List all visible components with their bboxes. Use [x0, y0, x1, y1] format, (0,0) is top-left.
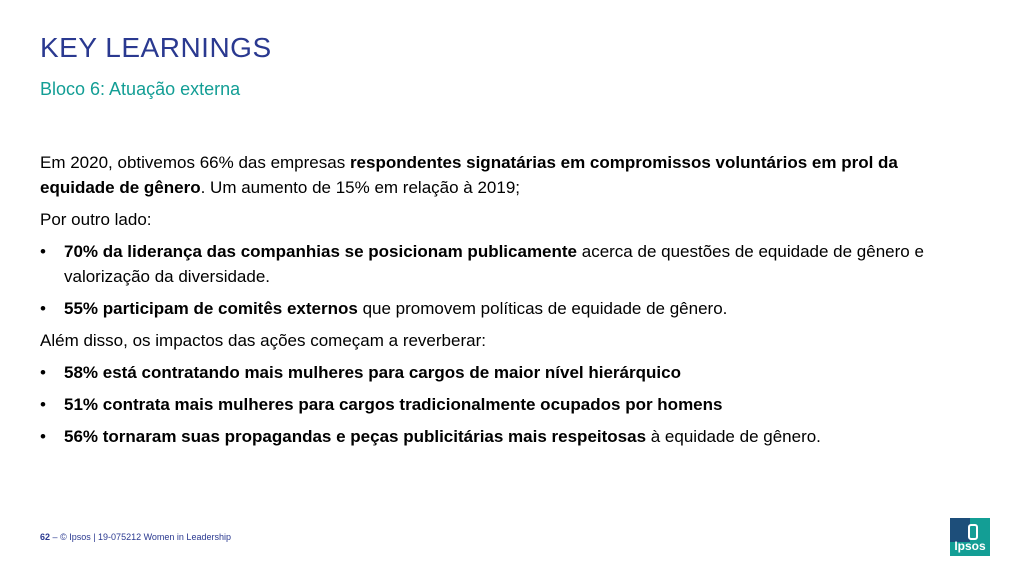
bullet-text: à equidade de gênero.	[646, 427, 821, 446]
bullet-icon: •	[40, 363, 46, 382]
footer	[40, 532, 231, 542]
content-body	[40, 150, 970, 449]
page-number: 62	[40, 532, 51, 542]
page-title: KEY LEARNINGS	[40, 32, 272, 63]
bullet-bold: 55% participam de comitês externos	[64, 299, 358, 318]
logo-text: Ipsos	[954, 539, 986, 553]
page-subtitle: Bloco 6: Atuação externa	[40, 79, 241, 99]
list-item	[40, 392, 970, 417]
bullet-bold: 51% contrata mais mulheres para cargos tradicionalmente ocupados por homens	[64, 395, 723, 414]
ipsos-logo	[950, 518, 990, 556]
bullet-icon: •	[40, 427, 46, 446]
intro-text-a: Em 2020, obtivemos 66% das empresas	[40, 153, 350, 172]
bullet-bold: 70% da liderança das companhias se posicionam publicamente	[64, 242, 578, 261]
bullet-icon: •	[40, 242, 46, 261]
bullet-bold: 58% está contratando mais mulheres para cargos de maior nível hierárquico	[64, 363, 681, 382]
bullet-icon: •	[40, 299, 46, 318]
bullet-icon: •	[40, 395, 46, 414]
list-item	[40, 360, 970, 385]
footer-separator: –	[52, 532, 58, 542]
transition-text-2: Além disso, os impactos das ações começam a reverberar:	[40, 331, 486, 350]
bullet-text: acerca de questões de equidade de gênero e valorização da diversidade.	[64, 242, 924, 286]
list-item	[40, 239, 970, 289]
footer-text: © Ipsos | 19-075212 Women in Leadership	[60, 532, 231, 542]
list-item	[40, 296, 970, 321]
bullet-bold: 56% tornaram suas propagandas e peças publicitárias mais respeitosas	[64, 427, 647, 446]
bullet-text: que promovem políticas de equidade de gênero.	[357, 299, 728, 318]
intro-text-bold: respondentes signatárias em compromissos voluntários em prol da equidade de gênero	[40, 153, 898, 197]
intro-text-c: . Um aumento de 15% em relação à 2019;	[200, 178, 520, 197]
intro-paragraph	[40, 150, 970, 200]
list-item	[40, 424, 970, 449]
transition-text-1: Por outro lado:	[40, 210, 152, 229]
logo-mark-icon	[968, 524, 978, 540]
